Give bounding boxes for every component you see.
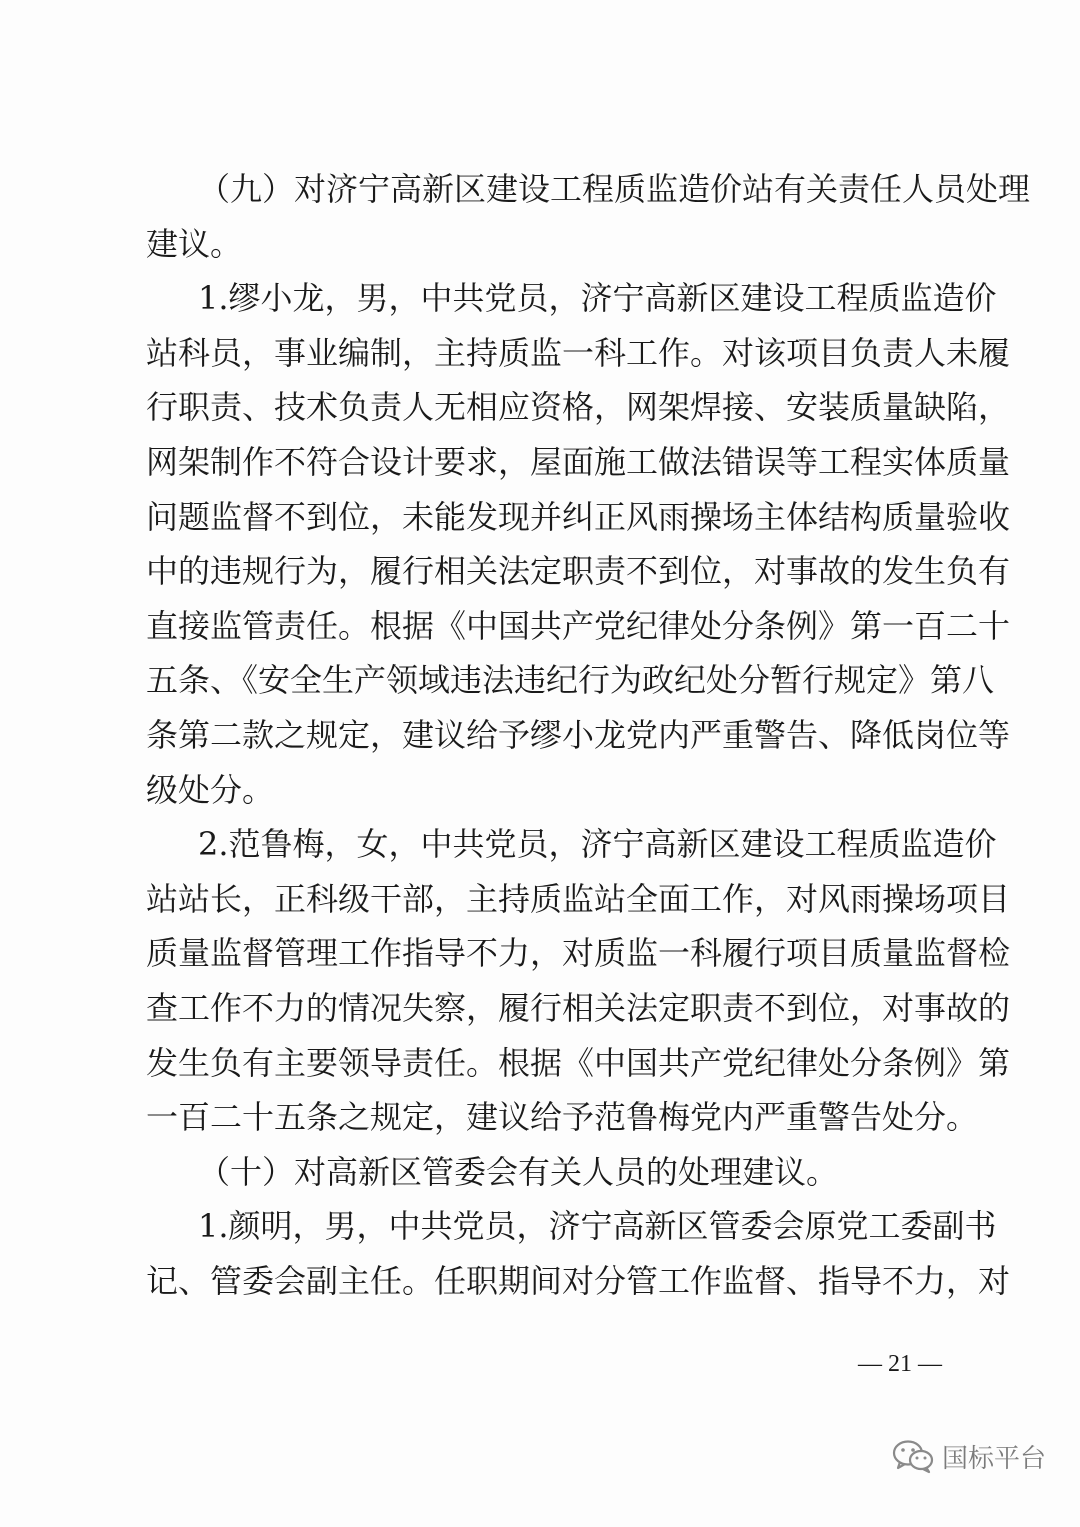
text-line-content: 问题监督不到位，未能发现并纠正风雨操场主体结构质量验收 [146,497,1011,536]
text-line-content: 质量监督管理工作指导不力，对质监一科履行项目质量监督检 [146,934,1011,973]
text-line [0,653,1080,707]
text-line [0,817,1080,871]
text-line [0,1145,1080,1199]
page-number: — 21 — [858,1351,942,1377]
text-line [0,1199,1080,1253]
text-line [0,1036,1080,1090]
text-line-content: 记、管委会副主任。任职期间对分管工作监督、指导不力，对 [146,1262,1011,1300]
text-line-content: 五条、《安全生产领域违法违纪行为政纪处分暂行规定》第八 [146,661,995,700]
text-line [0,435,1080,489]
text-line [0,326,1080,380]
text-line-content: 中的违规行为，履行相关法定职责不到位，对事故的发生负有 [146,552,1011,591]
text-line-content: 行职责、技术负责人无相应资格，网架焊接、安装质量缺陷， [146,388,1011,427]
text-line [0,380,1080,434]
text-line-content: 级处分。 [146,770,275,809]
text-line [0,872,1080,926]
text-line [0,271,1080,325]
watermark [892,1434,1046,1478]
text-line-content: 1.颜明，男，中共党员，济宁高新区管委会原党工委副书 [198,1207,997,1246]
text-line-content: 1.缪小龙，男，中共党员，济宁高新区建设工程质监造价 [198,279,997,318]
text-line [0,490,1080,544]
text-line [0,1090,1080,1144]
text-line-content: （十）对高新区管委会有关人员的处理建议。 [198,1152,839,1191]
text-line-content: （九）对济宁高新区建设工程质监造价站有关责任人员处理 [198,170,1031,208]
text-line-content: 一百二十五条之规定，建议给予范鲁梅党内严重警告处分。 [146,1098,979,1137]
text-line [0,217,1080,271]
text-line-content: 2.范鲁梅，女，中共党员，济宁高新区建设工程质监造价 [198,825,997,864]
text-line-content: 站科员，事业编制，主持质监一科工作。对该项目负责人未履 [146,333,1011,372]
text-line-content: 查工作不力的情况失察，履行相关法定职责不到位，对事故的 [146,989,1011,1027]
text-line [0,708,1080,762]
text-line-content: 发生负有主要领导责任。根据《中国共产党纪律处分条例》第 [146,1043,1011,1082]
text-line-content: 直接监管责任。根据《中国共产党纪律处分条例》第一百二十 [146,606,1011,645]
text-line [0,981,1080,1035]
wechat-icon [892,1438,934,1474]
text-line [0,763,1080,817]
text-line-content: 建议。 [146,224,243,263]
text-line [0,544,1080,598]
text-line [0,599,1080,653]
text-line-content: 站站长，正科级干部，主持质监站全面工作，对风雨操场项目 [146,879,1011,918]
text-line-content: 条第二款之规定，建议给予缪小龙党内严重警告、降低岗位等 [146,716,1011,754]
text-line [0,926,1080,980]
watermark-text: 国标平台 [942,1443,1047,1474]
text-line [0,162,1080,216]
text-line-content: 网架制作不符合设计要求，屋面施工做法错误等工程实体质量 [146,443,1011,481]
text-line [0,1254,1080,1308]
